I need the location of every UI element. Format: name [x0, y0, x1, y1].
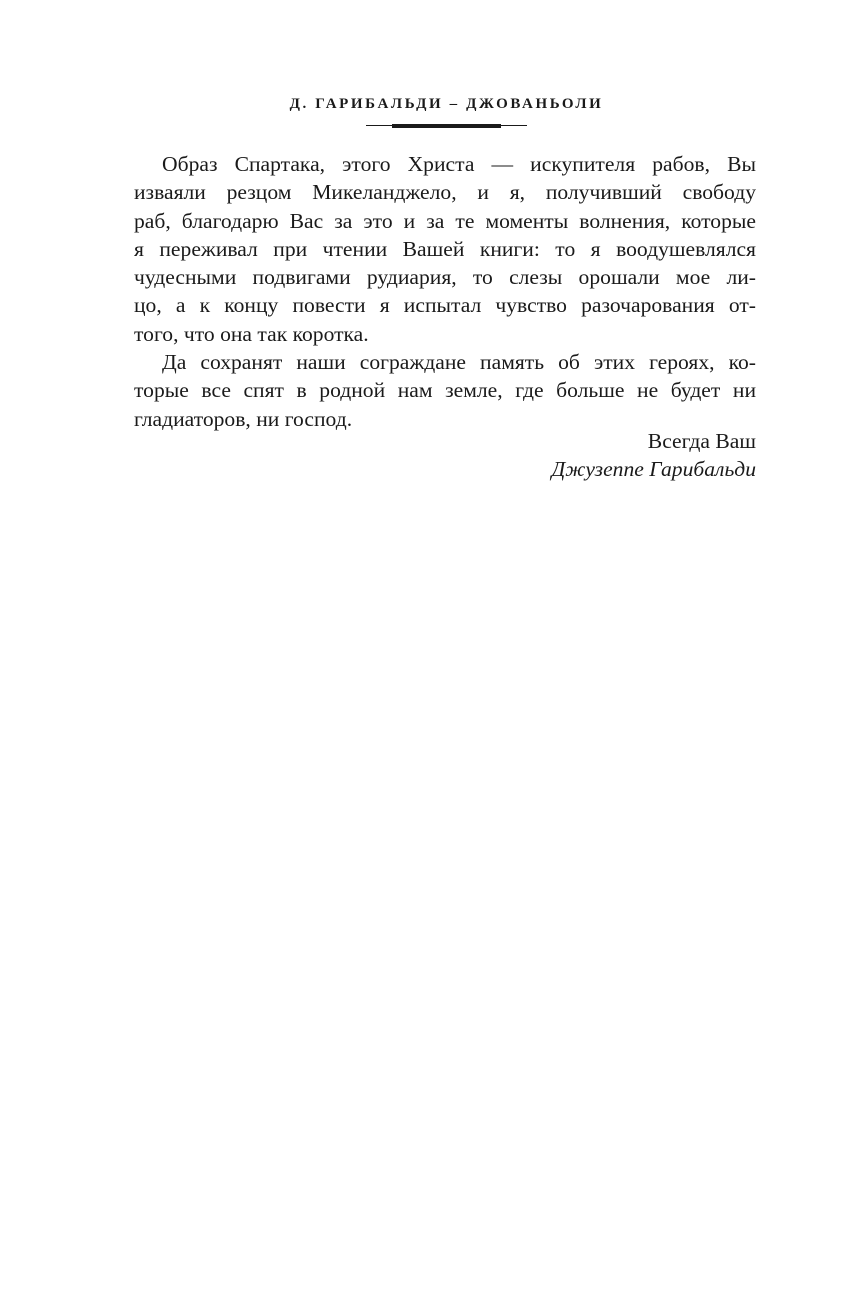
header-rule-accent: [392, 124, 501, 128]
text-line: Да сохранят наши сограждане память об этих героях, ко-: [162, 350, 756, 375]
paragraph-1: [134, 150, 756, 348]
text-line: того, что она так коротка.: [134, 321, 369, 346]
paragraph-2: [134, 348, 756, 433]
text-line: изваяли резцом Микеланджело, и я, получивший свободу: [134, 180, 756, 205]
text-line: раб, благодарю Вас за это и за те моменты волнения, которые: [134, 208, 756, 233]
text-line: Образ Спартака, этого Христа — искупителя рабов, Вы: [162, 152, 756, 176]
closing-phrase: Всегда Ваш: [647, 429, 756, 453]
text-line: цо, а к концу повести я испытал чувство разочарования от-: [134, 293, 756, 318]
letter-closing: [552, 427, 756, 484]
text-line: я переживал при чтении Вашей книги: то я воодушевлялся: [134, 236, 756, 261]
letter-body: [134, 150, 756, 433]
running-head: Д. ГАРИБАЛЬДИ – ДЖОВАНЬОЛИ: [289, 96, 604, 112]
text-line: гладиаторов, ни господ.: [134, 406, 353, 431]
text-line: чудесными подвигами рудиария, то слезы орошали мое ли-: [134, 265, 756, 290]
text-line: торые все спят в родной нам земле, где больше не будет ни: [134, 378, 756, 403]
signature: Джузеппе Гарибальди: [551, 457, 756, 482]
